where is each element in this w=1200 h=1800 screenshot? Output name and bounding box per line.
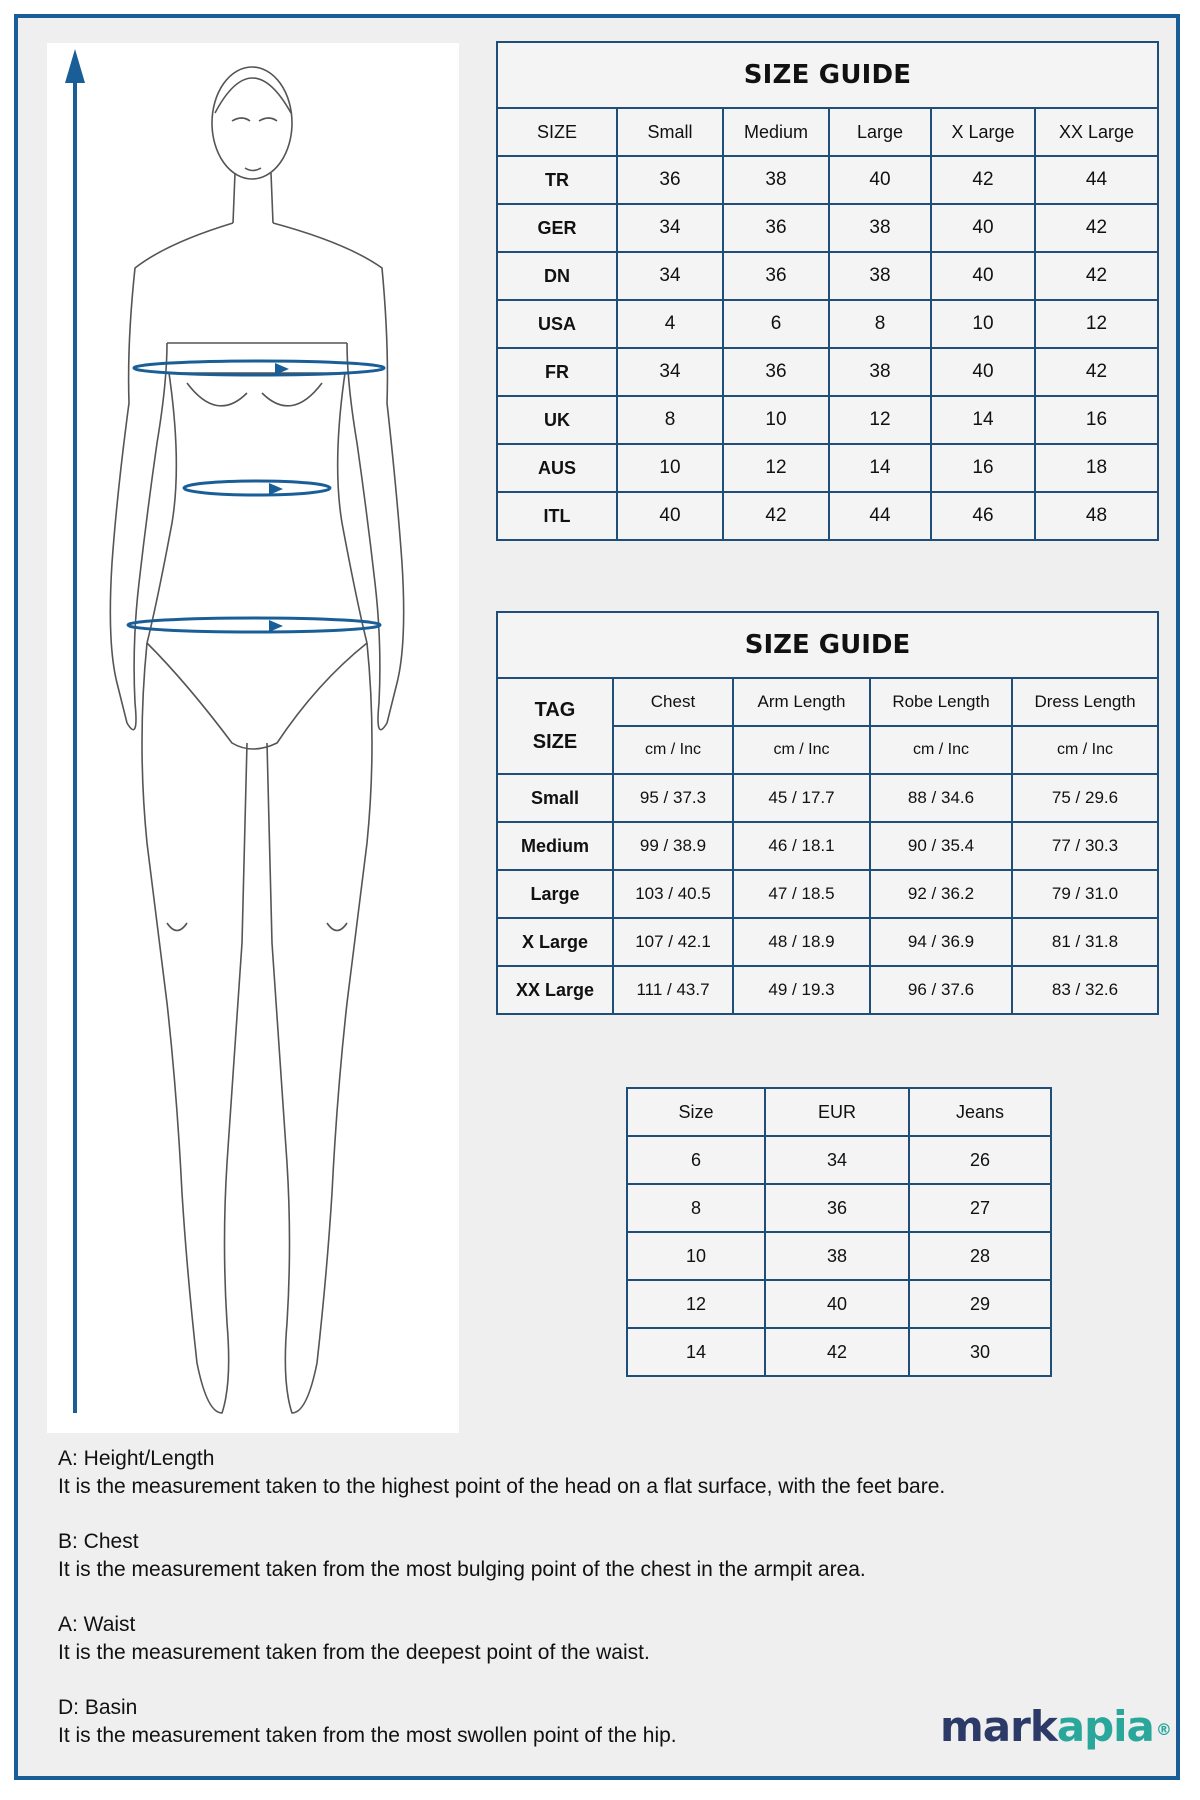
unit-cell: cm / Inc <box>733 726 870 774</box>
header-cell: Arm Length <box>733 678 870 726</box>
table-cell: 38 <box>829 348 931 396</box>
note-description: It is the measurement taken to the highest point of the head on a flat surface, with the feet bare. <box>58 1475 946 1498</box>
table-cell: 36 <box>723 204 829 252</box>
row-label: ITL <box>497 492 617 540</box>
table-cell: 40 <box>829 156 931 204</box>
header-cell: Robe Length <box>870 678 1012 726</box>
row-label: Medium <box>497 822 613 870</box>
table-cell: 49 / 19.3 <box>733 966 870 1014</box>
table-row <box>497 774 1158 822</box>
size-guide-title: SIZE GUIDE <box>497 42 1158 108</box>
unit-cell: cm / Inc <box>870 726 1012 774</box>
table-cell: 48 / 18.9 <box>733 918 870 966</box>
table-cell: 40 <box>765 1280 909 1328</box>
note-description: It is the measurement taken from the most swollen point of the hip. <box>58 1724 677 1747</box>
row-label: DN <box>497 252 617 300</box>
table-cell: 12 <box>627 1280 765 1328</box>
table-cell: 42 <box>931 156 1035 204</box>
table-cell: 12 <box>829 396 931 444</box>
table-cell: 38 <box>723 156 829 204</box>
table-cell: 45 / 17.7 <box>733 774 870 822</box>
table-cell: 34 <box>617 204 723 252</box>
header-cell: Size <box>627 1088 765 1136</box>
row-label: USA <box>497 300 617 348</box>
table-cell: 46 / 18.1 <box>733 822 870 870</box>
brand-part2: apia <box>1056 1702 1154 1751</box>
table-cell: 81 / 31.8 <box>1012 918 1158 966</box>
header-cell: Medium <box>723 108 829 156</box>
hip-arrow-icon <box>269 620 283 632</box>
row-label: FR <box>497 348 617 396</box>
table-cell: 88 / 34.6 <box>870 774 1012 822</box>
table-row <box>627 1232 1051 1280</box>
note-height <box>58 1445 1138 1501</box>
table-row <box>497 966 1158 1014</box>
table-cell: 36 <box>723 252 829 300</box>
note-waist <box>58 1611 1138 1667</box>
table-cell: 10 <box>617 444 723 492</box>
table-header-row <box>627 1088 1051 1136</box>
table-cell: 40 <box>931 348 1035 396</box>
brand-logo <box>940 1702 1171 1751</box>
table-cell: 26 <box>909 1136 1051 1184</box>
table-cell: 34 <box>765 1136 909 1184</box>
table-row <box>497 918 1158 966</box>
table-cell: 14 <box>931 396 1035 444</box>
table-cell: 42 <box>723 492 829 540</box>
header-cell: XX Large <box>1035 108 1158 156</box>
table-cell: 4 <box>617 300 723 348</box>
header-cell: Large <box>829 108 931 156</box>
table-row <box>497 444 1158 492</box>
table-cell: 10 <box>627 1232 765 1280</box>
row-label: XX Large <box>497 966 613 1014</box>
table-header-row <box>497 108 1158 156</box>
table-cell: 94 / 36.9 <box>870 918 1012 966</box>
row-label: Large <box>497 870 613 918</box>
table-row <box>497 348 1158 396</box>
table-cell: 38 <box>765 1232 909 1280</box>
header-cell: EUR <box>765 1088 909 1136</box>
unit-cell: cm / Inc <box>613 726 733 774</box>
note-title: A: Waist <box>58 1613 136 1636</box>
row-label: GER <box>497 204 617 252</box>
row-label: Small <box>497 774 613 822</box>
tag-label: TAG <box>534 699 576 721</box>
table-row <box>627 1328 1051 1376</box>
table-cell: 30 <box>909 1328 1051 1376</box>
table-cell: 77 / 30.3 <box>1012 822 1158 870</box>
table-cell: 18 <box>1035 444 1158 492</box>
table-cell: 107 / 42.1 <box>613 918 733 966</box>
table-cell: 48 <box>1035 492 1158 540</box>
table-cell: 44 <box>829 492 931 540</box>
table-cell: 92 / 36.2 <box>870 870 1012 918</box>
table-cell: 36 <box>617 156 723 204</box>
table-cell: 29 <box>909 1280 1051 1328</box>
table-cell: 8 <box>617 396 723 444</box>
height-arrow-head <box>65 49 85 83</box>
note-title: D: Basin <box>58 1696 138 1719</box>
table-cell: 79 / 31.0 <box>1012 870 1158 918</box>
table-cell: 12 <box>723 444 829 492</box>
table-row <box>497 492 1158 540</box>
table-cell: 99 / 38.9 <box>613 822 733 870</box>
table-cell: 14 <box>829 444 931 492</box>
table-cell: 8 <box>829 300 931 348</box>
table-row <box>627 1136 1051 1184</box>
table-cell: 36 <box>723 348 829 396</box>
row-label: TR <box>497 156 617 204</box>
table-row <box>497 822 1158 870</box>
table-cell: 83 / 32.6 <box>1012 966 1158 1014</box>
header-cell: Dress Length <box>1012 678 1158 726</box>
measurement-table <box>496 611 1159 1015</box>
note-chest <box>58 1528 1138 1584</box>
table-cell: 95 / 37.3 <box>613 774 733 822</box>
table-cell: 90 / 35.4 <box>870 822 1012 870</box>
table-row <box>497 300 1158 348</box>
unit-cell: cm / Inc <box>1012 726 1158 774</box>
table-cell: 6 <box>627 1136 765 1184</box>
table-cell: 16 <box>1035 396 1158 444</box>
table-cell: 46 <box>931 492 1035 540</box>
jeans-size-table <box>626 1087 1052 1377</box>
table-row <box>497 870 1158 918</box>
table-cell: 47 / 18.5 <box>733 870 870 918</box>
size-guide-title: SIZE GUIDE <box>497 612 1158 678</box>
table-cell: 42 <box>1035 252 1158 300</box>
table-cell: 111 / 43.7 <box>613 966 733 1014</box>
table-cell: 44 <box>1035 156 1158 204</box>
header-cell: Jeans <box>909 1088 1051 1136</box>
table-cell: 103 / 40.5 <box>613 870 733 918</box>
table-cell: 34 <box>617 348 723 396</box>
table-row <box>497 204 1158 252</box>
table-row <box>497 396 1158 444</box>
hip-measure-ring <box>128 618 380 632</box>
note-description: It is the measurement taken from the deepest point of the waist. <box>58 1641 650 1664</box>
table-cell: 12 <box>1035 300 1158 348</box>
tag-size-header <box>497 678 613 774</box>
table-cell: 6 <box>723 300 829 348</box>
row-label: UK <box>497 396 617 444</box>
header-cell: X Large <box>931 108 1035 156</box>
note-title: B: Chest <box>58 1530 139 1553</box>
table-cell: 36 <box>765 1184 909 1232</box>
table-cell: 10 <box>723 396 829 444</box>
table-cell: 40 <box>617 492 723 540</box>
waist-measure-ring <box>184 481 330 495</box>
table-cell: 96 / 37.6 <box>870 966 1012 1014</box>
brand-part1: mark <box>940 1702 1057 1751</box>
table-row <box>627 1280 1051 1328</box>
header-cell: Chest <box>613 678 733 726</box>
table-cell: 38 <box>829 204 931 252</box>
row-label: X Large <box>497 918 613 966</box>
table-cell: 14 <box>627 1328 765 1376</box>
table-row <box>627 1184 1051 1232</box>
note-description: It is the measurement taken from the most bulging point of the chest in the armpit area. <box>58 1558 866 1581</box>
table-cell: 42 <box>1035 348 1158 396</box>
table-cell: 8 <box>627 1184 765 1232</box>
table-cell: 10 <box>931 300 1035 348</box>
size-conversion-table <box>496 41 1159 541</box>
table-cell: 38 <box>829 252 931 300</box>
table-cell: 75 / 29.6 <box>1012 774 1158 822</box>
table-cell: 16 <box>931 444 1035 492</box>
table-cell: 42 <box>1035 204 1158 252</box>
row-label: AUS <box>497 444 617 492</box>
table-row <box>497 156 1158 204</box>
table-cell: 27 <box>909 1184 1051 1232</box>
table-cell: 34 <box>617 252 723 300</box>
table-cell: 40 <box>931 252 1035 300</box>
table-cell: 28 <box>909 1232 1051 1280</box>
note-title: A: Height/Length <box>58 1447 215 1470</box>
table-cell: 42 <box>765 1328 909 1376</box>
body-sketch <box>47 43 459 1433</box>
head-outline <box>212 67 292 179</box>
table-cell: 40 <box>931 204 1035 252</box>
table-header-row <box>497 678 1158 726</box>
header-cell: SIZE <box>497 108 617 156</box>
header-cell: Small <box>617 108 723 156</box>
registered-mark: ® <box>1155 1720 1171 1739</box>
table-row <box>497 252 1158 300</box>
body-figure-illustration <box>47 43 459 1433</box>
size-label: SIZE <box>532 731 578 753</box>
